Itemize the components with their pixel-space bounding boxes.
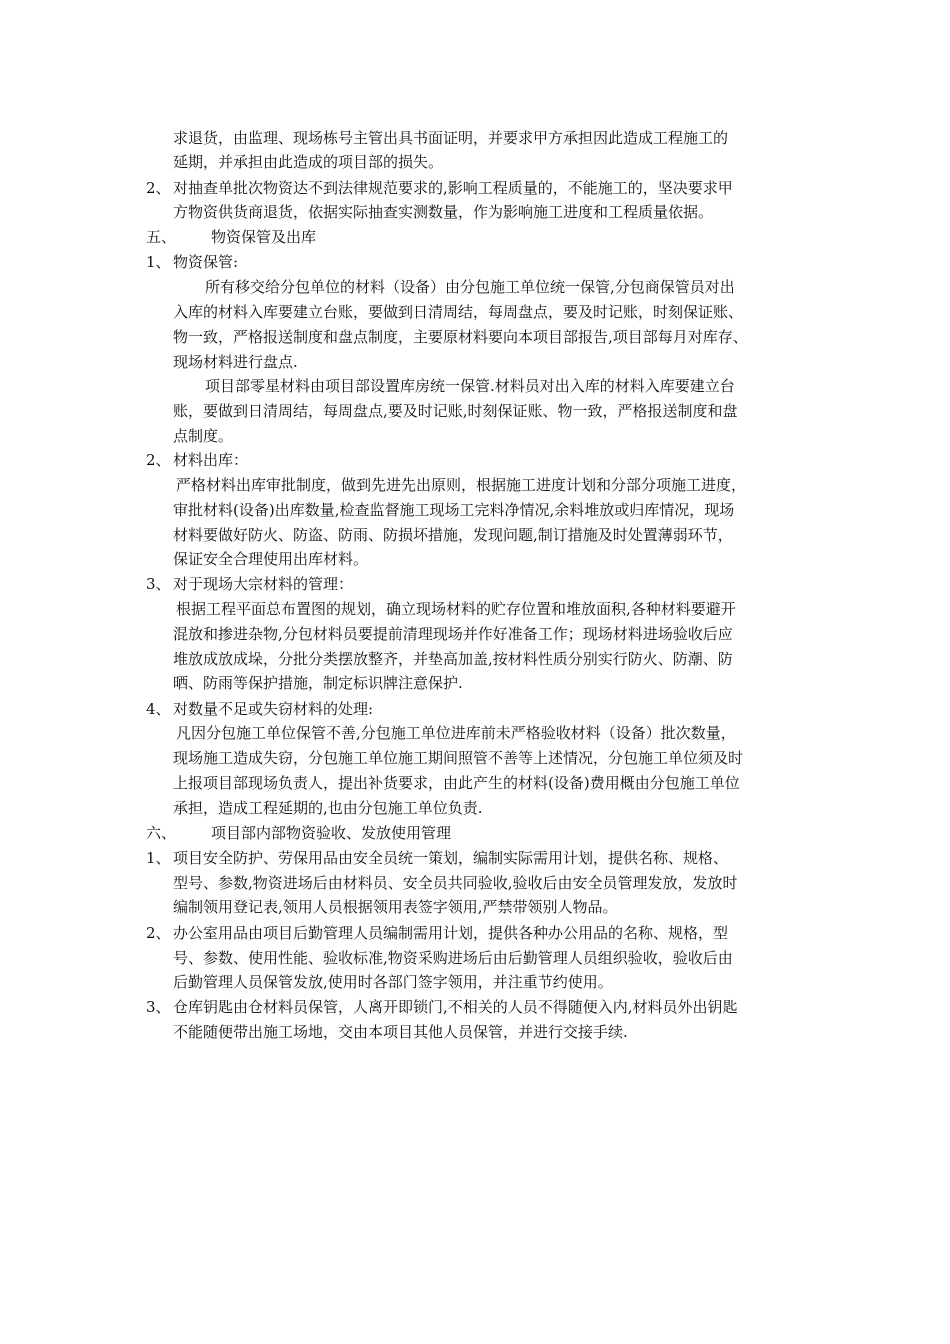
list-marker: 2、 <box>146 179 171 197</box>
section-number: 六、 <box>146 824 177 842</box>
subsection-title: 对数量不足或失窃材料的处理: <box>173 700 374 718</box>
paragraph-line: 仓库钥匙由仓材料员保管，人离开即锁门,不相关的人员不得随便入内,材料员外出钥匙 <box>173 998 738 1016</box>
paragraph-line: 堆放成放成垛，分批分类摆放整齐，并垫高加盖,按材料性质分别实行防火、防潮、防 <box>173 650 733 668</box>
paragraph-line: 所有移交给分包单位的材料（设备）由分包施工单位统一保管,分包商保管员对出 <box>205 278 735 296</box>
paragraph-line: 号、参数、使用性能、验收标准,物资采购进场后由后勤管理人员组织验收，验收后由 <box>173 949 733 967</box>
paragraph-line: 项目安全防护、劳保用品由安全员统一策划，编制实际需用计划，提供名称、规格、 <box>173 849 729 867</box>
paragraph-line: 求退货，由监理、现场栋号主管出具书面证明，并要求甲方承担因此造成工程施工的 <box>173 129 729 147</box>
paragraph-line: 延期，并承担由此造成的项目部的损失。 <box>173 153 444 171</box>
paragraph-line: 账，要做到日清周结，每周盘点,要及时记账,时刻保证账、物一致，严格报送制度和盘 <box>173 402 738 420</box>
paragraph-line: 型号、参数,物资进场后由材料员、安全员共同验收,验收后由安全员管理发放，发放时 <box>173 874 738 892</box>
paragraph-line: 对抽查单批次物资达不到法律规范要求的,影响工程质量的，不能施工的，坚决要求甲 <box>173 179 733 197</box>
paragraph-line: 编制领用登记表,领用人员根据领用表签字领用,严禁带领别人物品。 <box>173 898 618 916</box>
paragraph-line: 后勤管理人员保管发放,使用时各部门签字领用，并注重节约使用。 <box>173 973 613 991</box>
paragraph-line: 审批材料(设备)出库数量,检查监督施工现场工完料净情况,余料堆放或归库情况，现场 <box>173 501 735 519</box>
paragraph-line: 不能随便带出施工场地，交由本项目其他人员保管，并进行交接手续. <box>173 1023 628 1041</box>
list-marker: 3、 <box>146 575 171 593</box>
list-marker: 1、 <box>146 849 171 867</box>
paragraph-line: 承担，造成工程延期的,也由分包施工单位负责. <box>173 799 483 817</box>
paragraph-line: 混放和掺进杂物,分包材料员要提前清理现场并作好准备工作；现场材料进场验收后应 <box>173 625 733 643</box>
section-number: 五、 <box>146 228 177 246</box>
list-marker: 1、 <box>146 253 171 271</box>
subsection-title: 材料出库： <box>173 451 249 469</box>
subsection-title: 物资保管: <box>173 253 239 271</box>
paragraph-line: 方物资供货商退货，依据实际抽查实测数量，作为影响施工进度和工程质量依据。 <box>173 203 714 221</box>
list-marker: 4、 <box>146 700 171 718</box>
section-heading: 项目部内部物资验收、发放使用管理 <box>211 824 452 842</box>
paragraph-line: 材料要做好防火、防盗、防雨、防损坏措施，发现问题,制订措施及时处置薄弱环节， <box>173 526 733 544</box>
paragraph-line: 根据工程平面总布置图的规划，确立现场材料的贮存位置和堆放面积,各种材料要避开 <box>176 600 736 618</box>
paragraph-line: 物一致，严格报送制度和盘点制度，主要原材料要向本项目部报告,项目部每月对库存、 <box>173 328 748 346</box>
paragraph-line: 项目部零星材料由项目部设置库房统一保管.材料员对出入库的材料入库要建立台 <box>205 377 735 395</box>
list-marker: 3、 <box>146 998 171 1016</box>
paragraph-line: 凡因分包施工单位保管不善,分包施工单位进库前未严格验收材料（设备）批次数量， <box>176 724 736 742</box>
paragraph-line: 严格材料出库审批制度，做到先进先出原则，根据施工进度计划和分部分项施工进度， <box>176 476 747 494</box>
paragraph-line: 点制度。 <box>173 427 234 445</box>
paragraph-line: 办公室用品由项目后勤管理人员编制需用计划，提供各种办公用品的名称、规格，型 <box>173 924 729 942</box>
section-heading: 物资保管及出库 <box>211 228 317 246</box>
list-marker: 2、 <box>146 451 171 469</box>
paragraph-line: 晒、防雨等保护措施，制定标识牌注意保护. <box>173 674 463 692</box>
paragraph-line: 上报项目部现场负责人，提出补货要求，由此产生的材料(设备)费用概由分包施工单位 <box>173 774 740 792</box>
paragraph-line: 现场施工造成失窃，分包施工单位施工期间照管不善等上述情况，分包施工单位须及时 <box>173 749 744 767</box>
subsection-title: 对于现场大宗材料的管理： <box>173 575 354 593</box>
list-marker: 2、 <box>146 924 171 942</box>
paragraph-line: 入库的材料入库要建立台账，要做到日清周结，每周盘点，要及时记账，时刻保证账、 <box>173 303 744 321</box>
paragraph-line: 保证安全合理使用出库材料。 <box>173 550 369 568</box>
paragraph-line: 现场材料进行盘点. <box>173 353 298 371</box>
